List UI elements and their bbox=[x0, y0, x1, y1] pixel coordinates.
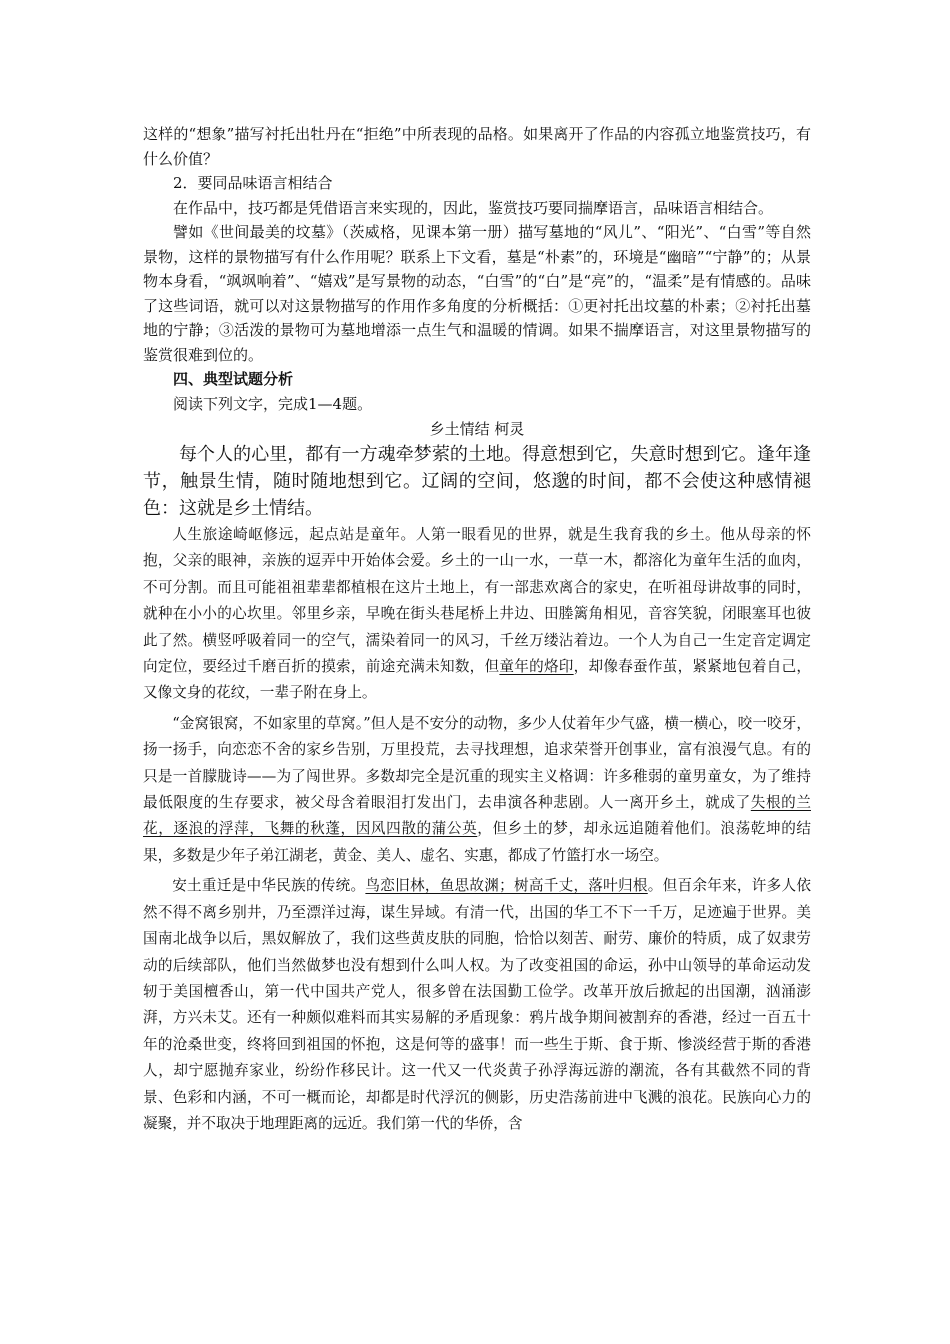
essay-title bbox=[143, 417, 811, 441]
essay-intro: 每个人的心里，都有一方魂牵梦萦的土地。得意想到它，失意时想到它。逢年逢节，触景生情，随时随地想到它。辽阔的空间，悠邈的时间，都不会使这种感情褪色：这就是乡土情结。 bbox=[143, 444, 811, 519]
subheading-2: 2．要同品味语言相结合 bbox=[173, 174, 333, 192]
underlined-phrase-birds-fish: 鸟恋旧林，鱼思故渊；树高千丈，落叶归根 bbox=[365, 877, 648, 895]
essay-title-text: 乡土情结 bbox=[429, 420, 490, 438]
essay-paragraph-1 bbox=[143, 522, 811, 707]
essay-p3-text-b: 。但百余年来，许多人依然不得不离乡别井，乃至漂洋过海，谋生异域。有清一代，出国的华工不下一千万，足迹遍于世界。美国南北战争以后，黑奴解放了，我们这些黄皮肤的同胞，恰恰以刻苦、耐劳、廉价的特质，成了奴隶劳动的后续部队，他们当然做梦也没有想到什么叫人权。为了改变祖国的命运，孙中山领导的革命运动发轫于美国檀香山，第一代中国共产党人，很多曾在法国勤工俭学。改革开放后掀起的出国潮，汹涌澎湃，方兴未艾。还有一种颇似难料而其实易解的矛盾现象：鸦片战争期间被割弃的香港，经过一百五十年的沧桑世变，终将回到祖国的怀抱，这是何等的盛事！而一些生于斯、食于斯、惨淡经营于斯的香港人，却宁愿抛弃家业，纷纷作移民计。这一代又一代炎黄子孙浮海远游的潮流，各有其截然不同的背景、色彩和内涵，不可一概而论，却都是时代浮沉的侧影，历史浩荡前进中飞溅的浪花。民族向心力的凝聚，并不取决于地理距离的远近。我们第一代的华侨，含 bbox=[143, 877, 811, 1132]
paragraph-example: 譬如《世间最美的坟墓》（茨威格，见课本第一册）描写墓地的“风儿”、“阳光”、“白雪”等自然景物，这样的景物描写有什么作用呢？联系上下文看，墓是“朴素”的，环境是“幽暗”“宁静”的；从景物本身看，“飒飒响着”、“嬉戏”是写景物的动态，“白雪”的“白”是“亮”的，“温柔”是有情感的。品味了这些词语，就可以对这景物描写的作用作多角度的分析概括：①更衬托出坟墓的朴素；②衬托出墓地的宁静；③活泼的景物可为墓地增添一点生气和温暖的情调。如果不揣摩语言，对这里景物描写的鉴赏很难到位的。 bbox=[143, 223, 811, 364]
essay-paragraph-2 bbox=[143, 711, 811, 869]
essay-p1-text-b: ，却像春蚕作茧，紧紧地包着自己，又像文身的花纹，一辈子附在身上。 bbox=[143, 658, 811, 702]
essay-body bbox=[143, 522, 811, 1137]
essay-author: 柯灵 bbox=[494, 420, 525, 438]
main-text bbox=[143, 122, 811, 1137]
underlined-phrase-rootless: 失根的兰花，逐浪的浮萍，飞舞的秋蓬，因风四散的蒲公英 bbox=[143, 794, 811, 838]
underlined-phrase-childhood-imprint: 童年的烙印 bbox=[499, 658, 574, 676]
paragraph-continuation: 这样的“想象”描写衬托出牡丹在“拒绝”中所表现的品格。如果离开了作品的内容孤立地鉴赏技巧，有什么价值？ bbox=[143, 125, 811, 168]
paragraph-technique-language: 在作品中，技巧都是凭借语言来实现的，因此，鉴赏技巧要同揣摩语言，品味语言相结合。 bbox=[173, 198, 774, 217]
section-heading-4: 四、典型试题分析 bbox=[173, 370, 294, 388]
essay-p3-text-a: 安土重迁是中华民族的传统。 bbox=[172, 877, 366, 895]
essay-p1-text-a: 人生旅途崎岖修远，起点站是童年。人第一眼看见的世界，就是生我育我的乡土。他从母亲的怀抱，父亲的眼神，亲族的逗弄中开始体会爱。乡土的一山一水，一草一木，都溶化为童年生活的血肉，不可分割。而且可能祖祖辈辈都植根在这片土地上，有一部悲欢离合的家史，在听祖母讲故事的同时，就种在小小的心坎里。邻里乡亲，早晚在街头巷尾桥上井边、田塍篱角相见，音容笑貌，闭眼塞耳也彼此了然。横竖呼吸着同一的空气，濡染着同一的风习，千丝万缕沾着边。一个人为自己一生定音定调定向定位，要经过千磨百折的摸索，前途充满未知数，但 bbox=[143, 526, 811, 676]
essay-p2-text-a: “金窝银窝，不如家里的草窝。”但人是不安分的动物，多少人仗着年少气盛，横一横心，咬一咬牙，扬一扬手，向恋恋不舍的家乡告别，万里投荒，去寻找理想，追求荣誉开创事业，富有浪漫气息。有的只是一首朦胧诗——为了闯世界。多数却完全是沉重的现实主义格调：许多稚弱的童男童女，为了维持最低限度的生存要求，被父母含着眼泪打发出门，去串演各种悲剧。人一离开乡土，就成了 bbox=[143, 714, 811, 812]
essay-p2-text-b: ，但乡土的梦，却永远追随着他们。浪荡乾坤的结果，多数是少年子弟江湖老，黄金、美人、虚名、实惠，都成了竹篮打水一场空。 bbox=[143, 820, 811, 864]
essay-paragraph-3 bbox=[143, 873, 811, 1137]
reading-instruction: 阅读下列文字，完成1—4题。 bbox=[173, 394, 373, 413]
